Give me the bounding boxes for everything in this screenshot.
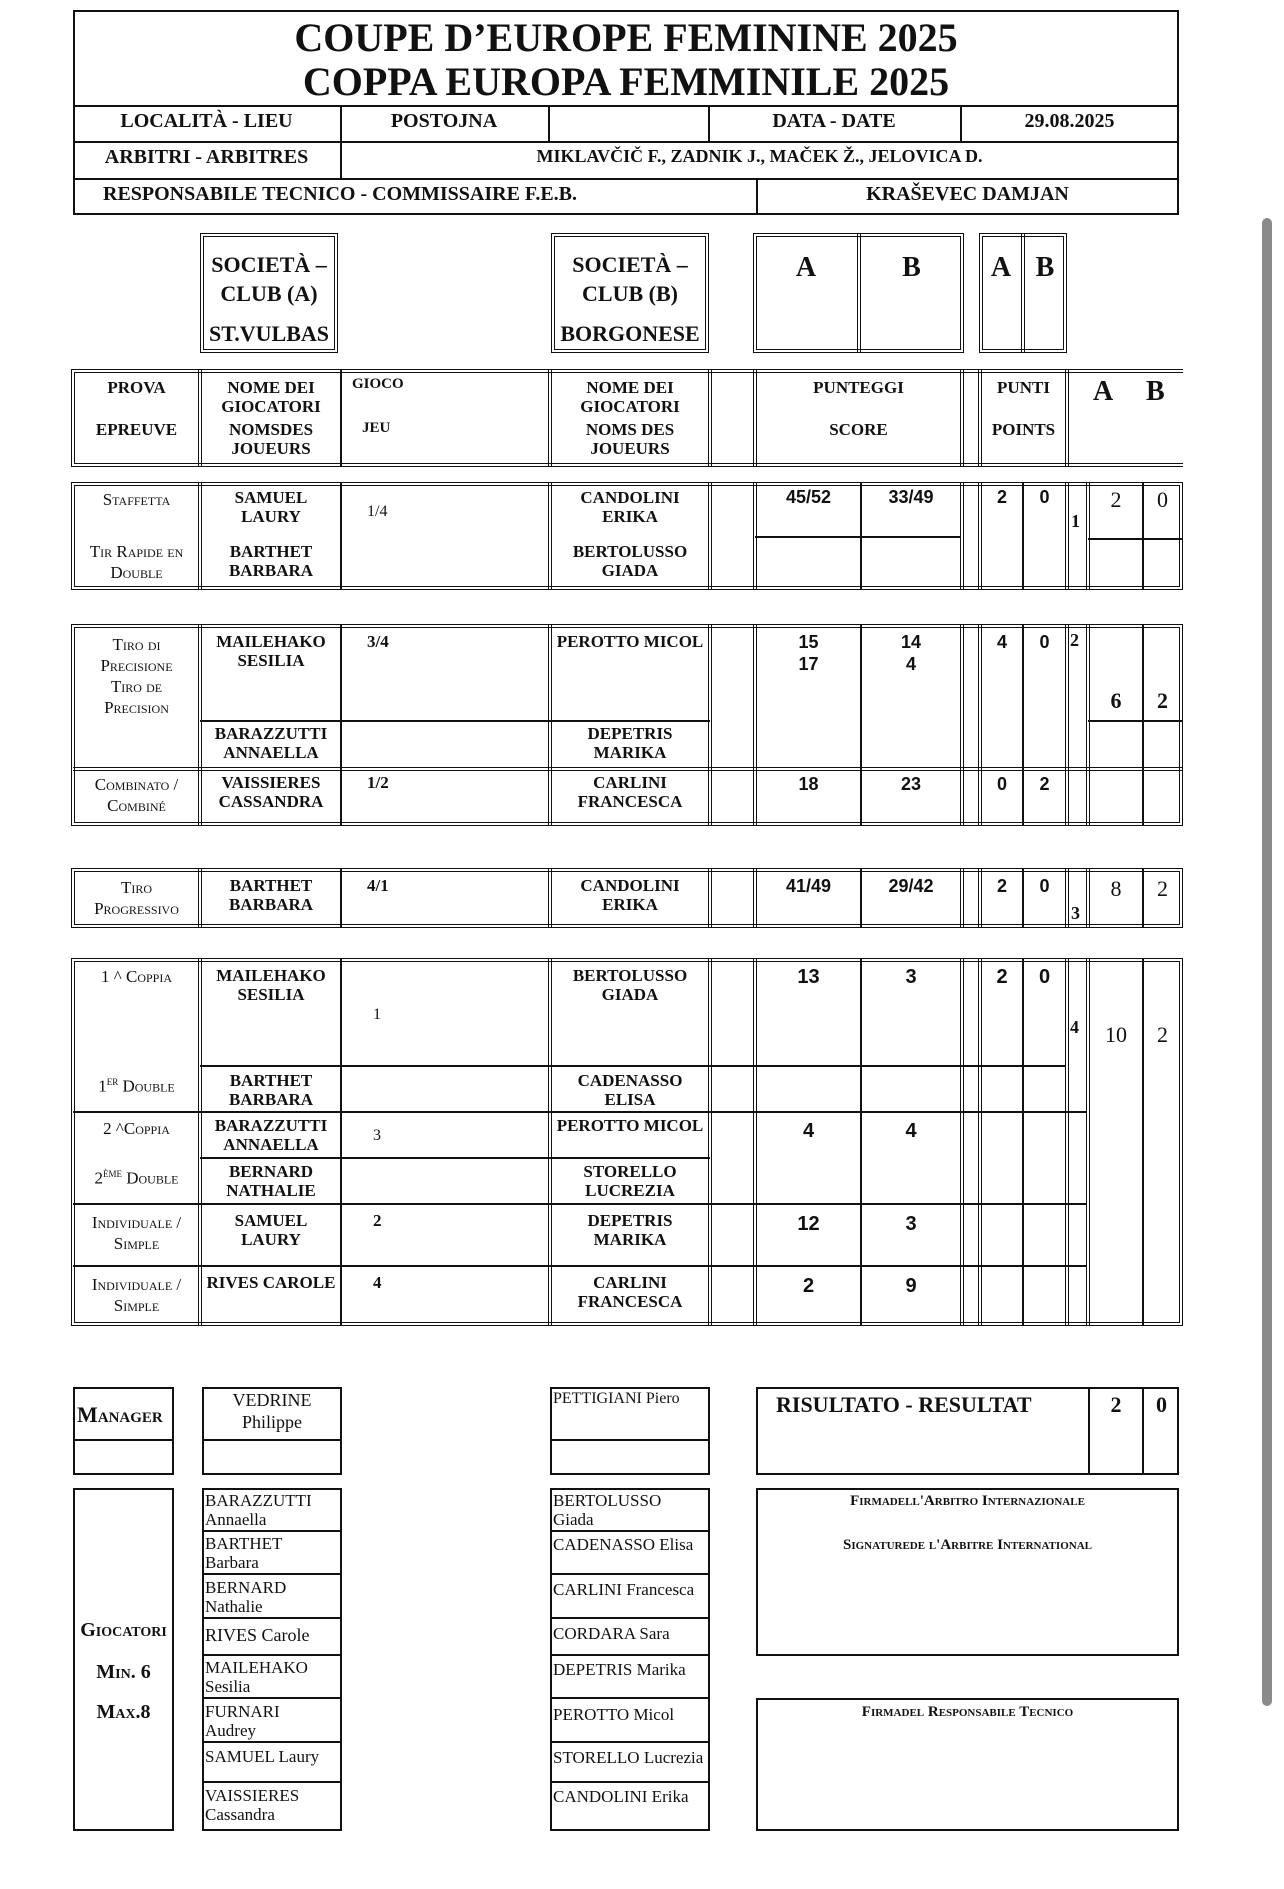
manager-b-name: PETTIGIANI Piero xyxy=(553,1390,680,1407)
col-punteggi: PUNTEGGI xyxy=(813,378,904,397)
precisione-b2b: MARIKA xyxy=(593,743,667,762)
col-jeu: JEU xyxy=(362,420,391,436)
staffetta-b1a: CANDOLINI xyxy=(580,488,680,507)
staffetta-ev2b: Double xyxy=(110,563,163,582)
team-a-player-3-line1: BERNARD xyxy=(205,1578,287,1597)
coppie-r3-score-b: 3 xyxy=(905,1213,917,1235)
precisione-a2b: ANNAELLA xyxy=(223,743,319,762)
team-a-player-6-line1: FURNARI xyxy=(205,1702,280,1721)
precisione-a1b: SESILIA xyxy=(237,651,305,670)
date-label: DATA - DATE xyxy=(772,110,896,132)
coppie-ev6b: Simple xyxy=(113,1296,160,1315)
precisione-ev2: Precisione xyxy=(100,656,173,675)
staffetta-tot-a: 2 xyxy=(1110,487,1122,512)
coppie-r1-a1a: MAILEHAKO xyxy=(216,966,326,985)
combinato-score-b: 23 xyxy=(900,774,922,794)
coppie-r1-pts-b: 0 xyxy=(1038,966,1051,988)
col-epreuve: EPREUVE xyxy=(95,420,178,439)
col-noms2: JOUEURS xyxy=(231,439,311,458)
coppie-ev3: 2 ^Coppia xyxy=(103,1119,170,1138)
col-nomsb1: NOMS DES xyxy=(585,420,675,439)
progressivo-a1a: BARTHET xyxy=(229,876,313,895)
staffetta-a2b: BARBARA xyxy=(228,561,314,580)
club-a-label-2: CLUB (A) xyxy=(220,281,318,306)
team-b-player-1-line1: BERTOLUSSO xyxy=(553,1491,662,1510)
coppie-r1-b2b: ELISA xyxy=(604,1090,656,1109)
staffetta-ev1: Staffetta xyxy=(102,490,171,509)
coppie-ev2-sup: ER xyxy=(106,1077,119,1087)
col-nomsb2: JOUEURS xyxy=(590,439,670,458)
players-label-1: Giocatori xyxy=(80,1619,167,1641)
coppie-r1-b1a: BERTOLUSSO xyxy=(572,966,688,985)
precisione-score-a1: 15 xyxy=(798,632,819,652)
team-b-player-3-line1: CARLINI Francesca xyxy=(553,1580,695,1599)
coppie-tot-b: 2 xyxy=(1157,1022,1168,1047)
precisione-b2a: DEPETRIS xyxy=(587,724,673,743)
col-total-b: B xyxy=(1146,376,1165,407)
club-b-label-2: CLUB (B) xyxy=(582,281,678,306)
team-b-player-6-line1: PEROTTO Micol xyxy=(553,1705,675,1724)
progressivo-b1b: ERIKA xyxy=(602,895,658,914)
players-label-3: Max.8 xyxy=(96,1701,151,1723)
combinato-ev1: Combinato / xyxy=(94,775,179,794)
combinato-jeu: 1/2 xyxy=(367,773,389,792)
col-noms1: NOMSDES xyxy=(228,420,314,439)
team-b-player-8-line1: CANDOLINI Erika xyxy=(553,1787,689,1806)
coppie-r4-b1a: CARLINI xyxy=(593,1273,667,1292)
precisione-score-b2: 4 xyxy=(905,654,916,674)
staffetta-jeu: 1/4 xyxy=(367,503,388,520)
progressivo-jeu: 4/1 xyxy=(367,876,389,895)
team-b-player-7-line1: STORELLO Lucrezia xyxy=(553,1748,704,1767)
tech-signature-it: Firmadel Responsabile Tecnico xyxy=(861,1704,1074,1720)
score-b-head: B xyxy=(902,252,921,283)
players-label-2: Min. 6 xyxy=(96,1661,151,1683)
combinato-pts-a: 0 xyxy=(996,774,1007,794)
result-a: 2 xyxy=(1110,1392,1122,1417)
col-nome1: NOME DEI xyxy=(227,378,315,397)
club-a-label-1: SOCIETÀ – xyxy=(211,252,327,277)
manager-label: Manager xyxy=(77,1402,163,1427)
progressivo-score-b: 29/42 xyxy=(888,876,934,896)
tech-value: KRAŠEVEC DAMJAN xyxy=(866,183,1069,205)
coppie-r3-score-a: 12 xyxy=(797,1213,820,1235)
coppie-r3-a1b: LAURY xyxy=(241,1230,301,1249)
col-total-a: A xyxy=(1093,376,1114,407)
progressivo-tot-b: 2 xyxy=(1157,876,1168,901)
precisione-pts-b: 0 xyxy=(1039,632,1050,652)
team-a-player-2-line1: BARTHET xyxy=(205,1534,283,1553)
team-a-player-4-line1: RIVES Carole xyxy=(205,1625,310,1645)
staffetta-b1b: ERIKA xyxy=(602,507,658,526)
coppie-r2-b2b: LUCREZIA xyxy=(585,1181,675,1200)
players-label-box xyxy=(73,1488,174,1831)
club-a-name: ST.VULBAS xyxy=(208,321,330,346)
coppie-ev2-pre: 1 xyxy=(98,1076,107,1096)
coppie-r2-score-b: 4 xyxy=(905,1120,917,1142)
col-score: SCORE xyxy=(829,420,888,439)
staffetta-a1b: LAURY xyxy=(241,507,301,526)
coppie-r1-b2a: CADENASSO xyxy=(577,1071,683,1090)
staffetta-tot-b: 0 xyxy=(1157,487,1168,512)
coppie-r1-a1b: SESILIA xyxy=(237,985,305,1004)
combinato-ev2: Combiné xyxy=(107,796,166,815)
combinato-a1a: VAISSIERES xyxy=(221,773,321,792)
coppie-r4-jeu: 4 xyxy=(373,1273,382,1292)
combinato-b1a: CARLINI xyxy=(593,773,667,792)
staffetta-score-b: 33/49 xyxy=(888,487,934,507)
coppie-r4-a1: RIVES CAROLE xyxy=(206,1273,336,1292)
coppie-r2-a2a: BERNARD xyxy=(228,1162,314,1181)
precisione-a1a: MAILEHAKO xyxy=(216,632,326,651)
team-a-player-3-line2: Nathalie xyxy=(205,1597,263,1616)
coppie-r3-b1b: MARIKA xyxy=(593,1230,667,1249)
col-punti: PUNTI xyxy=(997,378,1050,397)
referee-signature-box xyxy=(756,1488,1179,1656)
team-a-player-5-line2: Sesilia xyxy=(205,1677,251,1696)
coppie-r3-b1a: DEPETRIS xyxy=(587,1211,673,1230)
staffetta-pts-a: 2 xyxy=(996,487,1007,507)
result-b: 0 xyxy=(1156,1392,1167,1417)
col-nomb2: GIOCATORI xyxy=(580,397,680,416)
staffetta-ev2a: Tir Rapide en xyxy=(89,542,184,561)
team-a-player-5-line1: MAILEHAKO xyxy=(205,1658,308,1677)
precisione-tot-b: 2 xyxy=(1157,688,1168,713)
location-label: LOCALITÀ - LIEU xyxy=(120,110,293,132)
coppie-ev6a: Individuale / xyxy=(91,1275,182,1294)
progressivo-a1b: BARBARA xyxy=(228,895,314,914)
coppie-r1-a2b: BARBARA xyxy=(228,1090,314,1109)
staffetta-b2a: BERTOLUSSO xyxy=(572,542,688,561)
club-b-name: BORGONESE xyxy=(560,321,700,346)
col-gioco: GIOCO xyxy=(352,376,404,392)
combinato-a1b: CASSANDRA xyxy=(218,792,324,811)
coppie-r2-b1: PEROTTO MICOL xyxy=(556,1116,704,1135)
staffetta-score-a: 45/52 xyxy=(785,487,832,507)
coppie-r2-a1a: BARAZZUTTI xyxy=(214,1116,328,1135)
coppie-r1-score-a: 13 xyxy=(797,966,820,988)
title-it: COPPA EUROPA FEMMINILE 2025 xyxy=(302,59,950,104)
precisione-ev1: Tiro di xyxy=(112,635,161,654)
points-b-head: B xyxy=(1035,252,1055,283)
coppie-ev4 xyxy=(75,1164,198,1189)
team-b-player-2-line1: CADENASSO Elisa xyxy=(553,1535,694,1554)
coppie-r1-score-b: 3 xyxy=(905,966,917,988)
combinato-pts-b: 2 xyxy=(1039,774,1050,794)
team-a-player-1-line1: BARAZZUTTI xyxy=(205,1491,312,1510)
col-prova: PROVA xyxy=(107,378,166,397)
referees-value: MIKLAVČIČ F., ZADNIK J., MAČEK Ž., JELOVICA D. xyxy=(536,146,983,166)
coppie-r1-b1b: GIADA xyxy=(601,985,659,1004)
referee-signature-fr: Signaturede l'Arbitre International xyxy=(843,1537,1092,1553)
staffetta-b2b: GIADA xyxy=(601,561,659,580)
referee-signature-it: Firmadell'Arbitro Internazionale xyxy=(850,1493,1085,1509)
progressivo-tot-a: 8 xyxy=(1110,876,1122,901)
coppie-ev4-sup: ÈME xyxy=(102,1169,122,1179)
manager-label-box xyxy=(73,1387,174,1475)
col-nome2: GIOCATORI xyxy=(221,397,321,416)
progressivo-round: 3 xyxy=(1071,903,1080,923)
progressivo-score-a: 41/49 xyxy=(785,876,832,896)
staffetta-round: 1 xyxy=(1071,511,1080,531)
coppie-round: 4 xyxy=(1070,1017,1079,1037)
precisione-jeu: 3/4 xyxy=(367,632,389,651)
coppie-ev5b: Simple xyxy=(113,1234,160,1253)
combinato-score-a: 18 xyxy=(798,774,819,794)
precisione-round: 2 xyxy=(1070,630,1079,650)
coppie-ev4-post: Double xyxy=(126,1168,179,1188)
progressivo-b1a: CANDOLINI xyxy=(580,876,680,895)
coppie-r2-b2a: STORELLO xyxy=(583,1162,677,1181)
coppie-r1-jeu: 1 xyxy=(373,1006,381,1023)
team-a-player-8-line1: VAISSIERES xyxy=(205,1786,300,1805)
coppie-r2-score-a: 4 xyxy=(802,1120,815,1142)
coppie-r4-score-a: 2 xyxy=(802,1275,815,1297)
coppie-ev1: 1 ^ Coppia xyxy=(101,967,172,986)
tech-label: RESPONSABILE TECNICO - COMMISSAIRE F.E.B. xyxy=(103,183,577,205)
precisione-score-b1: 14 xyxy=(900,632,922,652)
coppie-r1-a2a: BARTHET xyxy=(229,1071,313,1090)
vertical-scrollbar[interactable] xyxy=(1262,218,1272,1706)
coppie-r3-jeu: 2 xyxy=(373,1211,382,1230)
coppie-r2-a2b: NATHALIE xyxy=(226,1181,316,1200)
coppie-ev2 xyxy=(75,1072,198,1097)
coppie-r3-a1a: SAMUEL xyxy=(234,1211,308,1230)
precisione-score-a2: 17 xyxy=(798,654,819,674)
coppie-r2-jeu: 3 xyxy=(373,1127,381,1144)
progressivo-pts-b: 0 xyxy=(1039,876,1050,896)
referees-label: ARBITRI - ARBITRES xyxy=(104,146,309,168)
precisione-ev4: Precision xyxy=(104,698,169,717)
title-fr: COUPE D’EUROPE FEMININE 2025 xyxy=(294,15,958,60)
manager-a-name1: VEDRINE xyxy=(232,1390,312,1410)
col-points: POINTS xyxy=(991,420,1056,439)
col-nomb1: NOME DEI xyxy=(586,378,674,397)
staffetta-pts-b: 0 xyxy=(1039,487,1050,507)
location-value: POSTOJNA xyxy=(390,110,498,132)
coppie-r4-b1b: FRANCESCA xyxy=(577,1292,683,1311)
staffetta-a2a: BARTHET xyxy=(229,542,313,561)
coppie-r4-score-b: 9 xyxy=(905,1275,917,1297)
team-a-player-8-line2: Cassandra xyxy=(205,1805,275,1824)
coppie-ev4-pre: 2 xyxy=(94,1168,103,1188)
precisione-pts-a: 4 xyxy=(996,632,1007,652)
team-a-player-2-line2: Barbara xyxy=(205,1553,259,1572)
precisione-tot-a: 6 xyxy=(1110,688,1122,713)
precisione-a2a: BARAZZUTTI xyxy=(214,724,328,743)
coppie-r2-a1b: ANNAELLA xyxy=(223,1135,319,1154)
team-a-player-7-line1: SAMUEL Laury xyxy=(205,1747,320,1766)
club-b-label-1: SOCIETÀ – xyxy=(572,252,688,277)
team-b-player-4-line1: CORDARA Sara xyxy=(553,1624,670,1643)
date-value: 29.08.2025 xyxy=(1024,110,1115,132)
staffetta-a1a: SAMUEL xyxy=(234,488,308,507)
progressivo-ev2: Progressivo xyxy=(94,899,179,918)
team-b-player-5-line1: DEPETRIS Marika xyxy=(553,1660,686,1679)
precisione-ev3: Tiro de xyxy=(110,677,163,696)
coppie-r1-pts-a: 2 xyxy=(996,966,1008,988)
team-a-player-6-line2: Audrey xyxy=(205,1721,256,1740)
coppie-ev2-post: Double xyxy=(122,1076,175,1096)
manager-a-name2: Philippe xyxy=(241,1412,302,1432)
result-label: RISULTATO - RESULTAT xyxy=(776,1392,1032,1417)
progressivo-ev1: Tiro xyxy=(120,878,153,897)
coppie-ev5a: Individuale / xyxy=(91,1213,182,1232)
precisione-b1: PEROTTO MICOL xyxy=(556,632,704,651)
team-b-player-1-line2: Giada xyxy=(553,1510,594,1529)
coppie-tot-a: 10 xyxy=(1105,1022,1127,1047)
combinato-b1b: FRANCESCA xyxy=(577,792,683,811)
team-a-player-1-line2: Annaella xyxy=(205,1510,267,1529)
progressivo-pts-a: 2 xyxy=(996,876,1007,896)
score-a-head: A xyxy=(795,252,817,283)
points-a-head: A xyxy=(990,252,1012,283)
